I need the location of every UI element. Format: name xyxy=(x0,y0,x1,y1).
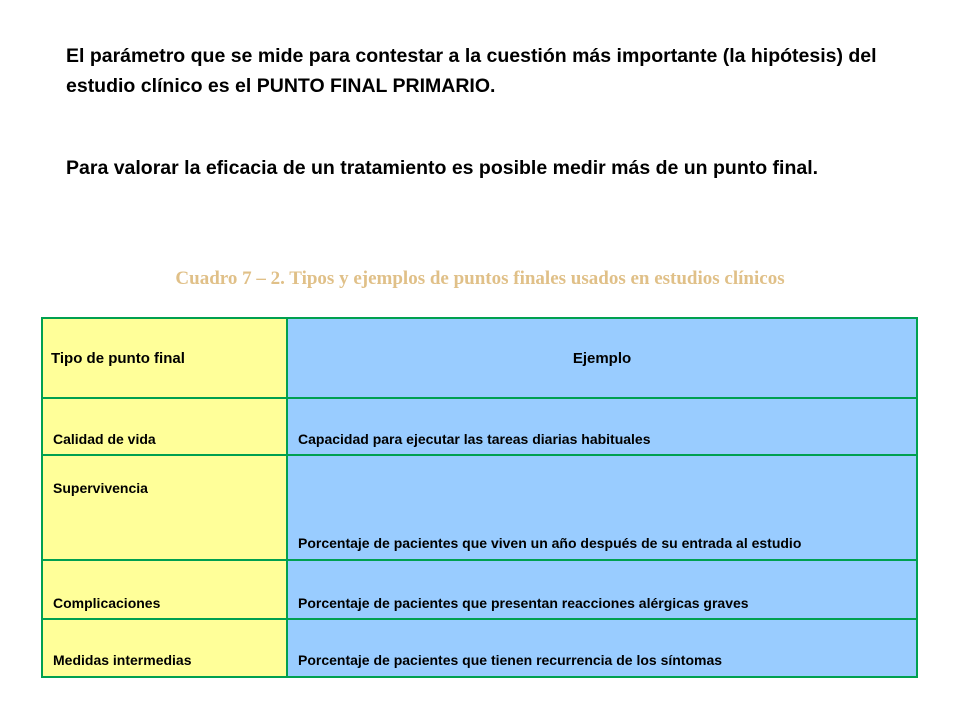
cell-type: Complicaciones xyxy=(42,560,287,619)
cell-example: Porcentaje de pacientes que presentan reacciones alérgicas graves xyxy=(287,560,917,619)
multiple-endpoints-paragraph: Para valorar la eficacia de un tratamiento es posible medir más de un punto final. xyxy=(66,157,819,179)
cell-type: Medidas intermedias xyxy=(42,619,287,677)
cell-example: Porcentaje de pacientes que tienen recurrencia de los síntomas xyxy=(287,619,917,677)
header-type: Tipo de punto final xyxy=(42,318,287,398)
table-caption: Cuadro 7 – 2. Tipos y ejemplos de puntos finales usados en estudios clínicos xyxy=(175,268,785,289)
endpoints-table xyxy=(41,317,918,678)
cell-type: Calidad de vida xyxy=(42,398,287,455)
table-row xyxy=(42,560,917,619)
header-example: Ejemplo xyxy=(287,318,917,398)
primary-endpoint-paragraph: El parámetro que se mide para contestar a la cuestión más importante (la hipótesis) del estudio clínico es el PUNTO FINAL PRIMARIO. xyxy=(66,45,877,97)
table-row xyxy=(42,398,917,455)
cell-example: Capacidad para ejecutar las tareas diarias habituales xyxy=(287,398,917,455)
table-row xyxy=(42,619,917,677)
table-row xyxy=(42,455,917,560)
cell-type: Supervivencia xyxy=(42,455,287,560)
cell-example: Porcentaje de pacientes que viven un año después de su entrada al estudio xyxy=(287,455,917,560)
table-header-row xyxy=(42,318,917,398)
